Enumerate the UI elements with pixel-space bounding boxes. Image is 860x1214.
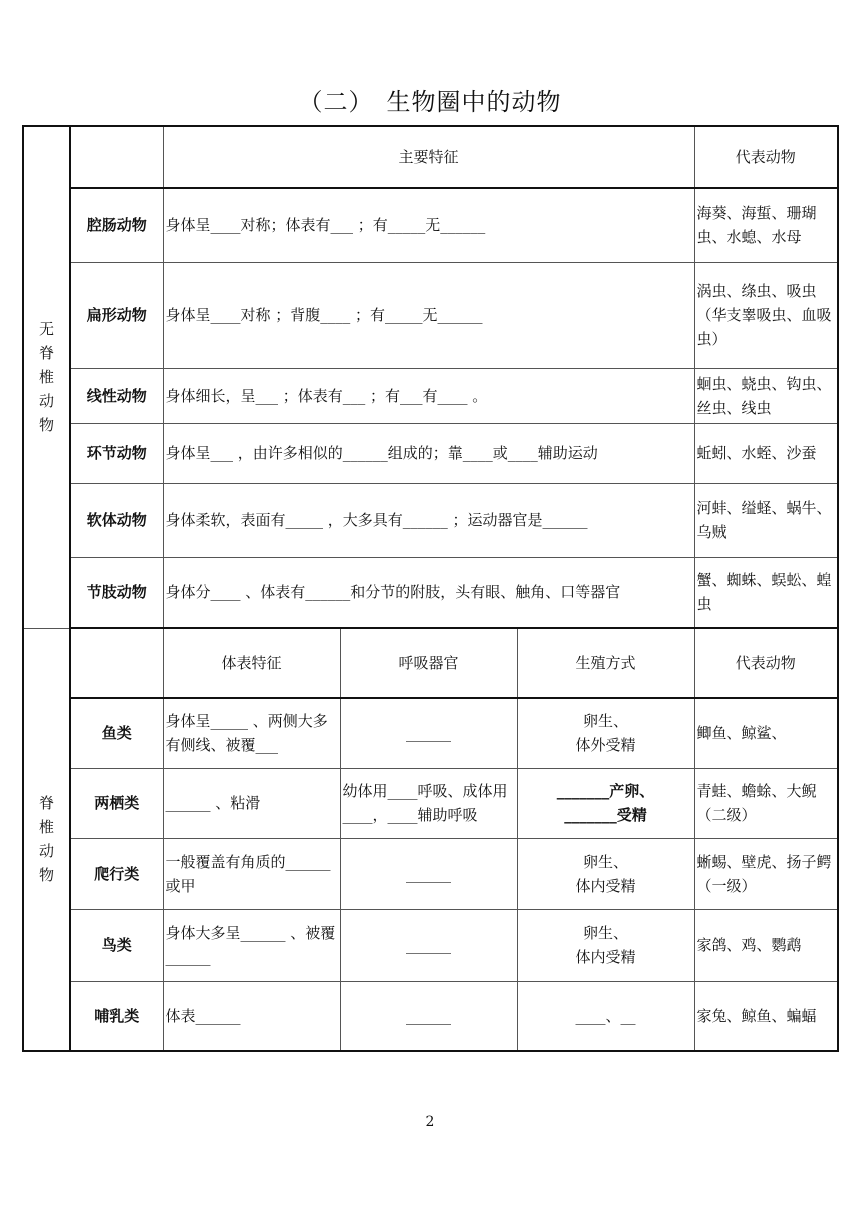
category-amphibian: 两栖类 [70, 768, 163, 838]
empty-header-cell [70, 628, 163, 698]
reps-platyhelminthes: 涡虫、绦虫、吸虫（华支睾吸虫、血吸虫） [694, 262, 838, 368]
vertebrate-side-label [23, 628, 70, 1051]
reps-mammal: 家兔、鲸鱼、蝙蝠 [694, 981, 838, 1051]
invertebrate-side-label [23, 126, 70, 628]
category-mammal: 哺乳类 [70, 981, 163, 1051]
category-fish: 鱼类 [70, 698, 163, 768]
surface-fish: 身体呈_____ 、两侧大多有侧线、被覆___ [163, 698, 340, 768]
surface-reptile: 一般覆盖有角质的______或甲 [163, 838, 340, 909]
category-coelenterata: 腔肠动物 [70, 188, 163, 262]
feature-coelenterata: 身体呈____对称；体表有___ ；有_____无______ [163, 188, 694, 262]
reps-nematoda: 蛔虫、蛲虫、钩虫、丝虫、线虫 [694, 368, 838, 423]
header-respiratory-organ: 呼吸器官 [340, 628, 517, 698]
breath-reptile: ______ [340, 838, 517, 909]
header-main-features: 主要特征 [163, 126, 694, 188]
header-representatives: 代表动物 [694, 126, 838, 188]
reps-mollusca: 河蚌、缢蛏、蜗牛、乌贼 [694, 483, 838, 557]
category-reptile: 爬行类 [70, 838, 163, 909]
breath-bird: ______ [340, 909, 517, 981]
header-vert-representatives: 代表动物 [694, 628, 838, 698]
feature-nematoda: 身体细长，呈___ ；体表有___ ；有___有____ 。 [163, 368, 694, 423]
reps-arthropoda: 蟹、蜘蛛、蜈蚣、蝗虫 [694, 557, 838, 628]
header-reproduction: 生殖方式 [517, 628, 694, 698]
reps-annelida: 蚯蚓、水蛭、沙蚕 [694, 423, 838, 483]
page-title: （二） 生物圈中的动物 [298, 88, 562, 116]
surface-amphibian: ______ 、粘滑 [163, 768, 340, 838]
reps-reptile: 蜥蜴、壁虎、扬子鳄（一级） [694, 838, 838, 909]
empty-header-cell [70, 126, 163, 188]
header-body-surface: 体表特征 [163, 628, 340, 698]
surface-mammal: 体表______ [163, 981, 340, 1051]
breath-fish: ______ [340, 698, 517, 768]
category-nematoda: 线性动物 [70, 368, 163, 423]
category-mollusca: 软体动物 [70, 483, 163, 557]
reps-bird: 家鸽、鸡、鹦鹉 [694, 909, 838, 981]
feature-annelida: 身体呈___ ，由许多相似的______组成的；靠____或____辅助运动 [163, 423, 694, 483]
side-label-text: 无 脊 椎 动 物 [38, 320, 54, 435]
breath-amphibian: 幼体用____呼吸、成体用____，____辅助呼吸 [340, 768, 517, 838]
reps-fish: 鲫鱼、鲸鲨、 [694, 698, 838, 768]
category-platyhelminthes: 扁形动物 [70, 262, 163, 368]
feature-mollusca: 身体柔软，表面有_____ ，大多具有______ ；运动器官是______ [163, 483, 694, 557]
feature-arthropoda: 身体分____ 、体表有______和分节的附肢，头有眼、触角、口等器官 [163, 557, 694, 628]
breath-mammal: ______ [340, 981, 517, 1051]
category-arthropoda: 节肢动物 [70, 557, 163, 628]
repro-reptile: 卵生、 体内受精 [517, 838, 694, 909]
repro-bird: 卵生、 体内受精 [517, 909, 694, 981]
page-number: 2 [425, 1114, 435, 1130]
animal-table [22, 125, 839, 1052]
reps-coelenterata: 海葵、海蜇、珊瑚虫、水螅、水母 [694, 188, 838, 262]
repro-amphibian: _______产卵、 _______受精 [517, 768, 694, 838]
side-label-text: 脊 椎 动 物 [38, 794, 54, 885]
repro-fish: 卵生、 体外受精 [517, 698, 694, 768]
repro-mammal: ____、__ [517, 981, 694, 1051]
category-bird: 鸟类 [70, 909, 163, 981]
surface-bird: 身体大多呈______ 、被覆______ [163, 909, 340, 981]
category-annelida: 环节动物 [70, 423, 163, 483]
feature-platyhelminthes: 身体呈____对称 ；背腹____ ；有_____无______ [163, 262, 694, 368]
reps-amphibian: 青蛙、蟾蜍、大鲵（二级） [694, 768, 838, 838]
